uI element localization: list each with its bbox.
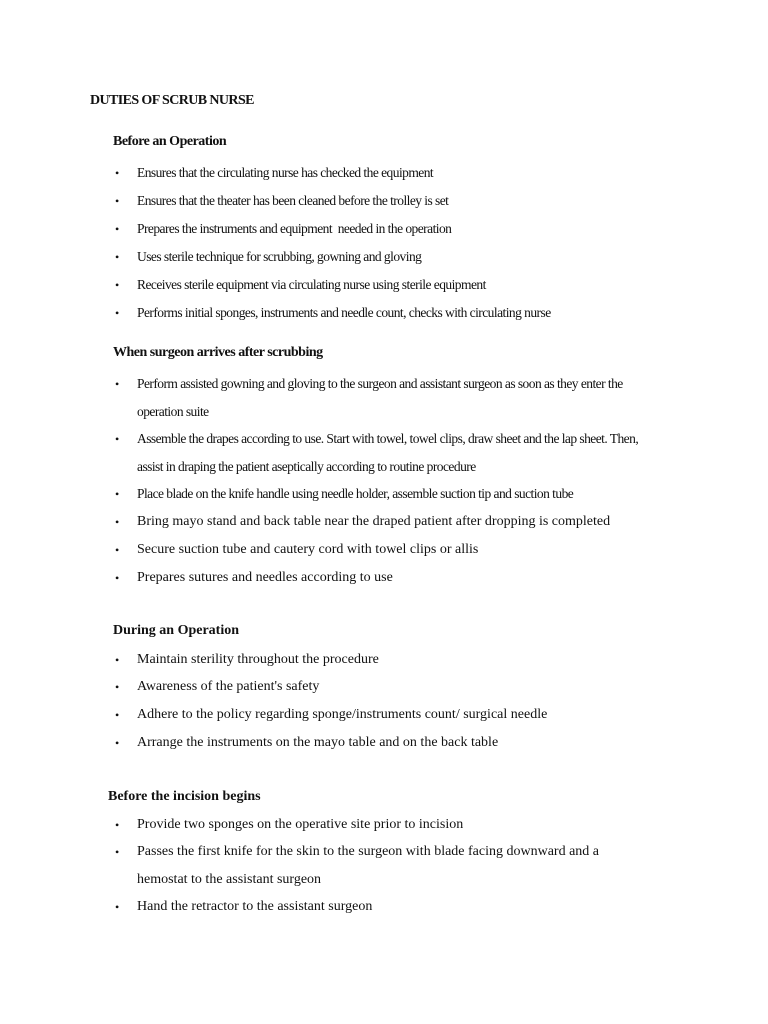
bullet-icon: • [115, 680, 120, 694]
bullet-icon: • [115, 900, 120, 914]
section-heading-during-operation: During an Operation [113, 623, 240, 638]
bullet-icon: • [115, 222, 120, 236]
bullet-icon: • [115, 377, 120, 391]
bullet-icon: • [115, 845, 120, 859]
bullet-icon: • [115, 736, 120, 750]
section-heading-surgeon-arrives: When surgeon arrives after scrubbing [113, 345, 323, 360]
bullet-icon: • [115, 543, 120, 557]
bullet-icon: • [115, 194, 120, 208]
list-item-continuation: assist in draping the patient aseptically according to routine procedure [137, 459, 476, 474]
list-item-continuation: hemostat to the assistant surgeon [137, 872, 322, 887]
section-heading-before-incision: Before the incision begins [108, 789, 261, 804]
bullet-icon: • [115, 515, 120, 529]
bullet-icon: • [115, 487, 120, 501]
bullet-icon: • [115, 653, 120, 667]
bullet-icon: • [115, 278, 120, 292]
bullet-icon: • [115, 708, 120, 722]
bullet-icon: • [115, 571, 120, 585]
bullet-icon: • [115, 432, 120, 446]
bullet-icon: • [115, 818, 120, 832]
section-heading-before-operation: Before an Operation [113, 134, 227, 149]
bullet-icon: • [115, 306, 120, 320]
list-item-continuation: operation suite [137, 404, 209, 419]
bullet-icon: • [115, 250, 120, 264]
bullet-icon: • [115, 166, 120, 180]
document-page: DUTIES OF SCRUB NURSE Before an Operation • Ensures that the circulating nurse has checked the equipment • Ensures that the theater has been cleaned before the trolley is set • Prepares the instruments and equipment needed in the operation • Uses sterile technique for scrubbing, gowning and gloving • Receives sterile equipment via circulating nurse using sterile equipment • Performs initial sponges, instruments and needle count, checks with circulating nurse When surgeon arrives after scrubbing • Perform assisted gowning and gloving to the surgeon and assistant surgeon as soon as they enter the operation suite • Assemble the drapes according to use. Start with towel, towel clips, draw sheet and the lap sheet. Then, assist in draping the patient aseptically according to routine procedure • Place blade on the knife handle using needle holder, assemble suction tip and suction tube • Bring mayo stand and back table near the draped patient after dropping is completed • Secure suction tube and cautery cord with towel clips or allis • Prepares sutures and needles according to use During an Operation • Maintain sterility throughout the procedure • Awareness of the patient's safety • Adhere to the policy regarding sponge/instruments count/ surgical needle • Arrange the instruments on the mayo table and on the back table Before the incision begins • Provide two sponges on the operative site prior to incision • Passes the first knife for the skin to the surgeon with blade facing downward and a hemostat to the assistant surgeon • Hand the retractor to the assistant surgeon [90, 93, 639, 914]
document-title: DUTIES OF SCRUB NURSE [90, 93, 254, 108]
